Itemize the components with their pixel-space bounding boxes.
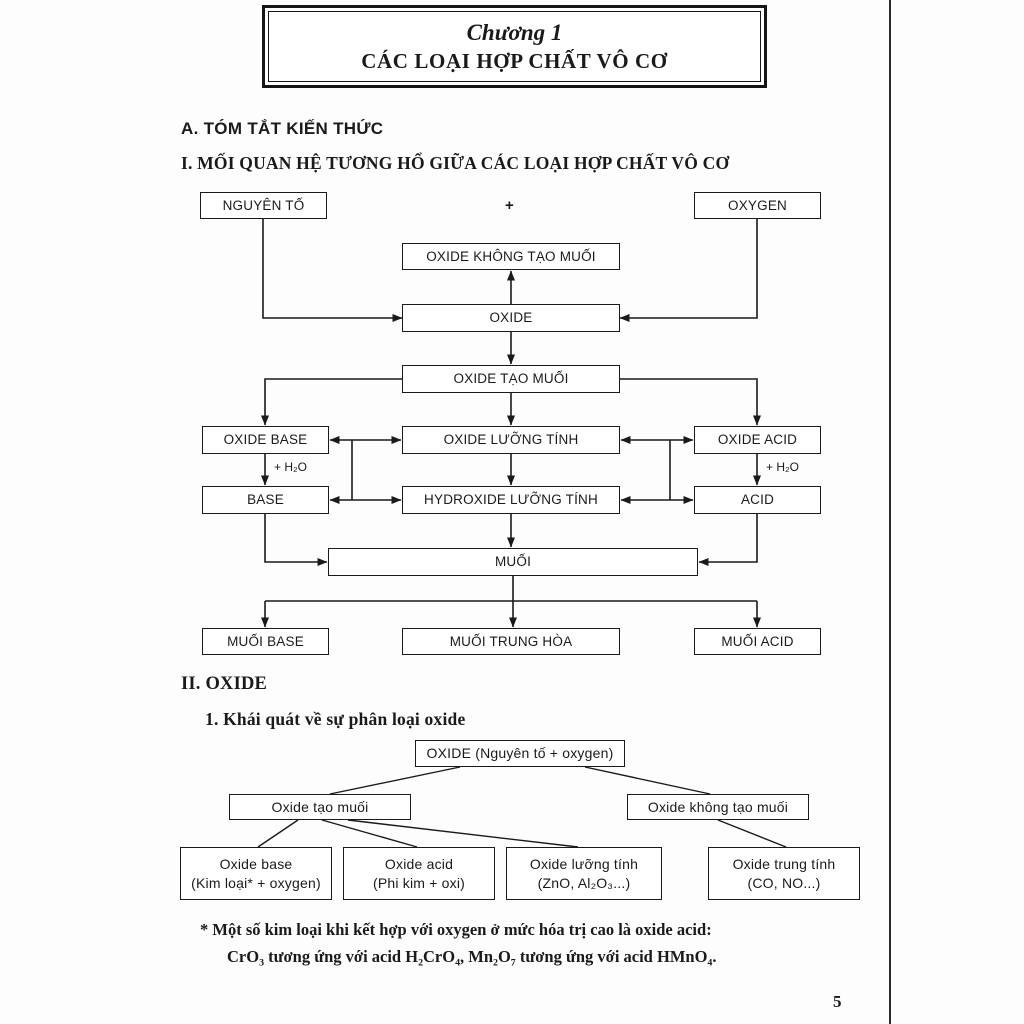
heading-section-ii: II. OXIDE: [181, 674, 268, 694]
node-oxide-luong-tinh-2: [506, 847, 662, 900]
node-muoi: MUỐI: [328, 548, 698, 576]
label-plus-h2o-right: + H₂O: [766, 460, 799, 474]
node-hydroxide-luong-tinh: HYDROXIDE LƯỠNG TÍNH: [402, 486, 620, 514]
footnote: [200, 916, 865, 970]
oxide-trung-tinh-2-title: Oxide trung tính: [732, 855, 836, 872]
oxide-luong-tinh-2-title: Oxide lưỡng tính: [529, 855, 639, 872]
page-number: 5: [833, 992, 842, 1011]
oxide-acid-2-title: Oxide acid: [384, 855, 454, 872]
plus-sign: +: [505, 197, 514, 214]
chapter-box-inner: [268, 11, 761, 82]
node-oxide-luong-tinh: OXIDE LƯỠNG TÍNH: [402, 426, 620, 454]
node-oxide: OXIDE: [402, 304, 620, 332]
node-oxide-khong-tao-muoi-2: Oxide không tạo muối: [627, 794, 809, 820]
node-oxide-root: OXIDE (Nguyên tố + oxygen): [415, 740, 625, 767]
node-oxygen: OXYGEN: [694, 192, 821, 219]
node-base: BASE: [202, 486, 329, 514]
chapter-title: CÁC LOẠI HỢP CHẤT VÔ CƠ: [361, 48, 668, 73]
oxide-luong-tinh-2-detail: (ZnO, Al₂O₃...): [537, 875, 631, 891]
node-oxide-khong-tao-muoi: OXIDE KHÔNG TẠO MUỐI: [402, 243, 620, 270]
oxide-trung-tinh-2-detail: (CO, NO...): [747, 875, 821, 891]
chapter-label: Chương 1: [466, 19, 563, 45]
node-acid: ACID: [694, 486, 821, 514]
node-muoi-trung-hoa: MUỐI TRUNG HÒA: [402, 628, 620, 655]
node-oxide-base: OXIDE BASE: [202, 426, 329, 454]
footnote-line-1: * Một số kim loại khi kết hợp với oxygen ở mức hóa trị cao là oxide acid:: [200, 920, 712, 939]
node-muoi-acid: MUỐI ACID: [694, 628, 821, 655]
oxide-base-2-detail: (Kim loại* + oxygen): [191, 875, 321, 891]
heading-section-a: A. TÓM TẮT KIẾN THỨC: [181, 119, 384, 138]
heading-section-i: I. MỐI QUAN HỆ TƯƠNG HỔ GIỮA CÁC LOẠI HỢP CHẤT VÔ CƠ: [181, 153, 730, 173]
chapter-box: [262, 5, 767, 88]
oxide-base-2-title: Oxide base: [219, 855, 293, 872]
node-muoi-base: MUỐI BASE: [202, 628, 329, 655]
node-oxide-tao-muoi-2: Oxide tạo muối: [229, 794, 411, 820]
label-plus-h2o-left: + H₂O: [274, 460, 307, 474]
footnote-line-2: CrO₃ tương ứng với acid H₂CrO₄, Mn₂O₇ tương ứng với acid HMnO₄.: [227, 947, 717, 966]
page-edge-line: [889, 0, 891, 1024]
node-oxide-trung-tinh-2: [708, 847, 860, 900]
oxide-acid-2-detail: (Phi kim + oxi): [372, 875, 466, 891]
node-oxide-acid: OXIDE ACID: [694, 426, 821, 454]
node-oxide-base-2: [180, 847, 332, 900]
heading-subsection-1: 1. Khái quát về sự phân loại oxide: [205, 709, 466, 729]
node-nguyen-to: NGUYÊN TỐ: [200, 192, 327, 219]
node-oxide-acid-2: [343, 847, 495, 900]
node-oxide-tao-muoi: OXIDE TẠO MUỐI: [402, 365, 620, 393]
